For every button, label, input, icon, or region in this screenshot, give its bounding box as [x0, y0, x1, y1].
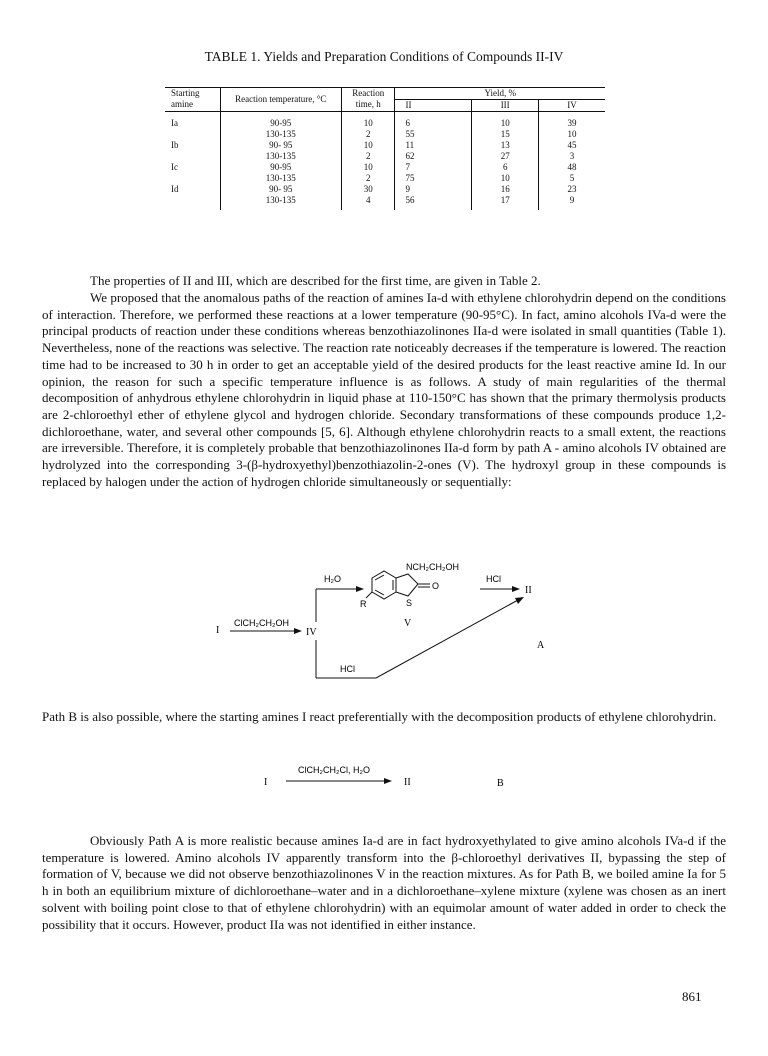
cell-amine: Id [171, 184, 179, 194]
cell-amine [165, 173, 220, 184]
reaction-scheme-a [0, 560, 768, 710]
cell-time: 10 [341, 162, 394, 173]
header-time-line2: time, h [355, 99, 381, 109]
cell-yield-ii: 6 [395, 112, 472, 130]
header-starting-line2: amine [171, 99, 193, 109]
cell-temp: 130-135 [220, 129, 341, 140]
header-yield-ii: II [395, 100, 472, 112]
cell-time: 30 [341, 184, 394, 195]
arrowhead-icon [384, 778, 392, 784]
cell-temp: 130-135 [220, 195, 341, 210]
scheme-a-compound-v: V [404, 618, 412, 629]
cell-yield-iii: 13 [472, 140, 539, 151]
thiazole-ring [396, 574, 418, 596]
header-time [341, 88, 394, 112]
cell-temp: 130-135 [220, 173, 341, 184]
scheme-a-product: II [525, 585, 532, 596]
header-yield-iv: IV [539, 100, 605, 112]
paragraph-mechanism: We proposed that the anomalous paths of the reaction of amines Ia-d with ethylene chlorohydrin depend on the conditions of interaction. Therefore, we performed these reactions at a lower temperature (90-95°C). In fact, amino alcohols IVa-d were the principal products of reaction under these conditions whereas benzothiazolinones IIa-d were isolated in small quantities (Table 1). Nevertheless, none of the reactions was selective. The reaction rate noticeably decreases if the temperature is lowered. The reaction time had to be increased to 30 h in order to get an acceptable yield of the desired products for the least reactive amine Id. In our opinion, the reason for such a specific temperature influence is as follows. A study of main regularities of the thermal decomposition of anhydrous ethylene chlorohydrin in liquid phase at 110-150°C has shown that the primary thermolysis products are 2-chloroethyl ether of ethylene glycol and hydrogen chloride. Secondary transformations of these compounds produce 1,2-dichloroethane, water, and several other compounds [5, 6]. Although ethylene chlorohydrin reacts to a small extent, the reactions are irreversible. Therefore, it is completely probable that benzothiazolinones IIa-d form by path A - amino alcohols IV obtained are hydrolyzed into the corresponding 3-(β-hydroxyethyl)benzothiazolin-2-ones (V). The hydroxyl group in these compounds is replaced by halogen under the action of hydrogen chloride simultaneously or sequentially: [42, 290, 726, 489]
table-row [165, 151, 605, 162]
cell-time: 4 [341, 195, 394, 210]
scheme-a-reagent: ClCH₂CH₂OH [234, 618, 289, 628]
scheme-b-start: I [264, 777, 268, 788]
cell-temp: 90-95 [220, 162, 341, 173]
header-yield: Yield, % [395, 88, 605, 100]
arrowhead-icon [294, 628, 302, 634]
paragraph-conclusion: Obviously Path A is more realistic because amines Ia-d are in fact hydroxyethylated to give amino alcohols IVa-d if the temperature is lowered. Amino alcohols IV apparently transform into the β-chloroethyl derivatives II, bypassing the step of formation of V, because we did not observe benzothiazolinones V in the reaction mixtures. As for Path B, we boiled amine Ia for 5 h in both an equilibrium mixture of dichloroethane–water and in a dichloroethane–xylene mixture (xylene was chosen as an inert solvent with boiling point close to that of ethylene chlorohydrin) with an equimolar amount of water added in order to check the possibility that it occurs. However, product IIa was not identified in either instance. [42, 833, 726, 932]
arrowhead-icon [356, 586, 364, 592]
table-row [165, 173, 605, 184]
scheme-a-hcl-top: HCl [486, 574, 501, 584]
scheme-a-hydrolysis-reagent: H₂O [324, 574, 341, 584]
paragraph-properties: The properties of II and III, which are described for the first time, are given in Table 2. [90, 273, 541, 288]
table-row [165, 184, 605, 195]
cell-amine: Ib [171, 140, 179, 150]
cell-yield-iii: 15 [472, 129, 539, 140]
cell-yield-iv: 23 [539, 184, 605, 195]
cell-yield-iv: 39 [539, 112, 605, 130]
scheme-b-path-label: B [497, 778, 504, 789]
cell-yield-iv: 45 [539, 140, 605, 151]
header-starting-amine [165, 88, 220, 112]
cell-yield-ii: 56 [395, 195, 472, 210]
cell-amine [165, 151, 220, 162]
cell-time: 2 [341, 173, 394, 184]
scheme-a-start: I [216, 625, 220, 636]
page-number: 861 [682, 989, 702, 1004]
yields-table [165, 87, 605, 210]
cell-time: 10 [341, 112, 394, 130]
cell-temp: 130-135 [220, 151, 341, 162]
cell-amine: Ic [171, 162, 178, 172]
scheme-a-intermediate: IV [306, 627, 317, 638]
cell-yield-iv: 5 [539, 173, 605, 184]
cell-temp: 90- 95 [220, 184, 341, 195]
cell-time: 10 [341, 140, 394, 151]
cell-yield-iii: 17 [472, 195, 539, 210]
header-starting-line1: Starting [171, 88, 200, 98]
cell-yield-iii: 27 [472, 151, 539, 162]
scheme-b-reagent: ClCH₂CH₂Cl, H₂O [298, 765, 370, 775]
cell-yield-iv: 48 [539, 162, 605, 173]
cell-yield-iii: 6 [472, 162, 539, 173]
arrowhead-icon [515, 597, 524, 604]
cell-yield-ii: 11 [395, 140, 472, 151]
table-row [165, 140, 605, 151]
reaction-scheme-b [0, 760, 768, 800]
cell-yield-ii: 75 [395, 173, 472, 184]
cell-amine [165, 195, 220, 210]
scheme-a-carbonyl-o: O [432, 581, 440, 591]
header-yield-iii: III [472, 100, 539, 112]
cell-yield-iv: 9 [539, 195, 605, 210]
table-row [165, 129, 605, 140]
cell-temp: 90-95 [220, 112, 341, 130]
scheme-a-diagonal [376, 600, 518, 678]
cell-yield-iv: 10 [539, 129, 605, 140]
arrowhead-icon [512, 586, 520, 592]
cell-time: 2 [341, 151, 394, 162]
scheme-a-substituent-r: R [360, 599, 367, 609]
header-temperature: Reaction temperature, °C [220, 88, 341, 112]
scheme-b-product: II [404, 777, 411, 788]
scheme-a-substituent-n: NCH₂CH₂OH [406, 562, 459, 572]
header-time-line1: Reaction [352, 88, 385, 98]
table-row [165, 195, 605, 210]
table-title: TABLE 1. Yields and Preparation Conditions of Compounds II-IV [204, 49, 564, 64]
cell-amine [165, 129, 220, 140]
cell-yield-ii: 55 [395, 129, 472, 140]
cell-yield-ii: 9 [395, 184, 472, 195]
table-row [165, 162, 605, 173]
benzothiazolinone-structure [366, 571, 430, 599]
cell-time: 2 [341, 129, 394, 140]
scheme-a-hcl-bottom: HCl [340, 664, 355, 674]
cell-amine: Ia [171, 118, 178, 128]
cell-temp: 90- 95 [220, 140, 341, 151]
cell-yield-iii: 10 [472, 173, 539, 184]
paragraph-path-b: Path B is also possible, where the starting amines I react preferentially with the decomposition products of ethylene chlorohydrin. [42, 709, 717, 724]
cell-yield-ii: 62 [395, 151, 472, 162]
cell-yield-iii: 10 [472, 112, 539, 130]
table-row [165, 112, 605, 130]
cell-yield-iii: 16 [472, 184, 539, 195]
cell-yield-ii: 7 [395, 162, 472, 173]
scheme-a-ring-s: S [406, 598, 413, 608]
scheme-a-path-label: A [537, 640, 545, 651]
cell-yield-iv: 3 [539, 151, 605, 162]
